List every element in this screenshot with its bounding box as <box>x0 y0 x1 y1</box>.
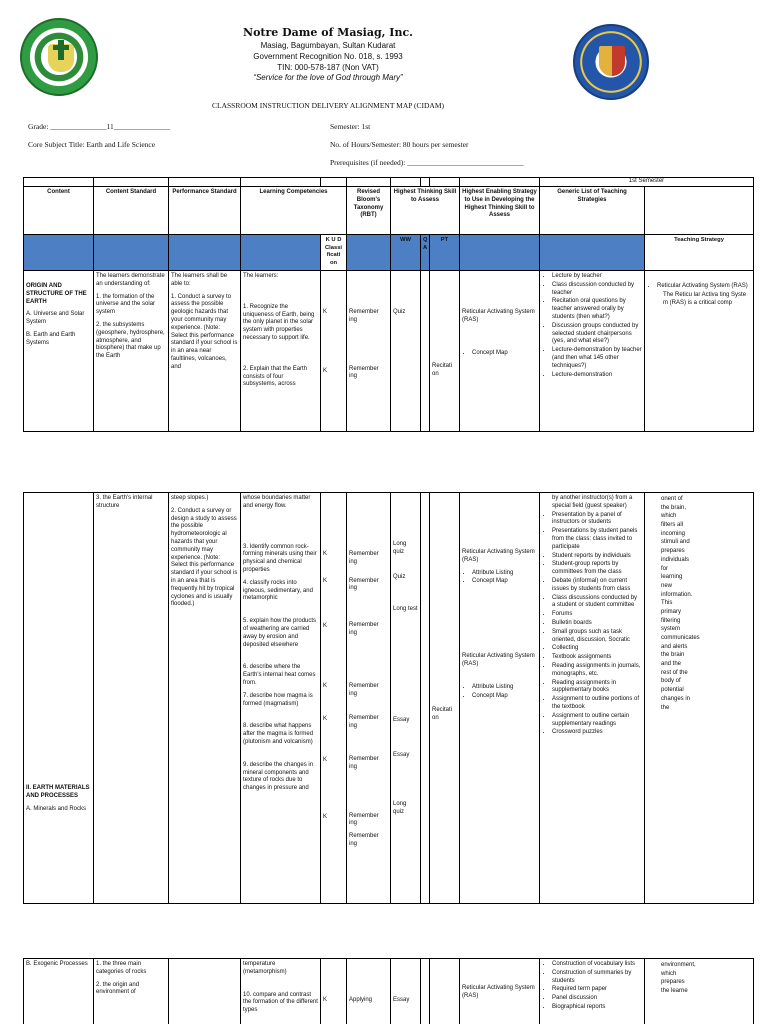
list-item: • Biographical reports <box>552 1004 642 1012</box>
list-item: • Student-group reports by committees from the class <box>552 561 642 577</box>
content-cell: II. EARTH MATERIALS AND PROCESSES A. Minerals and Rocks <box>24 493 94 904</box>
list-item: • Assignment to outline portions of the textbook <box>552 696 642 712</box>
teaching-strategy-cell: onent of the brain, which filters all incoming stimuli and prepares individuals for learning new information. This primary filtering system communicates and alerts the brain and the rest of the body of potential changes in the <box>645 493 754 904</box>
content-standard-cell: 3. the Earth's internal structure <box>94 493 169 904</box>
list-item: • Presentation by a panel of instructors or students <box>552 512 642 528</box>
pt-cell: Recitati on <box>430 271 460 432</box>
list-item: • Lecture-demonstration <box>552 372 642 380</box>
enabling-strategy-cell: Reticular Activating System (RAS) <box>460 959 540 1024</box>
list-item: • Collecting <box>552 645 642 653</box>
list-item: • Construction of summaries by students <box>552 970 642 986</box>
rbt-cell: Remember ing Remember ing Remember ing Remember ing Remember ing Remember ing Remember ing Remember ing <box>347 493 391 904</box>
generic-strategies-cell <box>540 959 645 1024</box>
content-standard-cell: 1. the three main categories of rocks 2. the origin and environment of <box>94 959 169 1024</box>
list-item: • Student reports by individuals <box>552 553 642 561</box>
enabling-strategy-cell: Reticular Activating System (RAS) • Concept Map <box>460 271 540 432</box>
list-item: • Bulletin boards <box>552 620 642 628</box>
learning-competencies-cell: The learners: 1. Recognize the uniqueness of Earth, being the only planet in the solar system with properties necessary to support life. 2. Explain that the Earth consists of four subsystems, across <box>241 271 321 432</box>
list-item: • Lecture by teacher <box>552 273 642 281</box>
kud-cell: K K K K K K K <box>321 493 347 904</box>
teaching-strategy-cell: • Reticular Activating System (RAS) The Reticu lar Activa ting Syste m (RAS) is a critical comp <box>645 271 754 432</box>
school-motto: “Service for the love of God through Mary” <box>253 73 403 82</box>
list-item: • Lecture-demonstration by teacher (and then what 145 other techniques?) <box>552 347 642 370</box>
teaching-strategy-cell: environment, which prepares the learne <box>645 959 754 1024</box>
pt-cell: Recitati on <box>430 493 460 904</box>
tin-number: TIN: 000-578-187 (Non VAT) <box>277 63 379 72</box>
header-rbt: Revised Bloom's Taxonomy (RBT) <box>347 187 391 235</box>
cidam-table-block-1 <box>23 177 754 432</box>
list-item: • Class discussions conducted by a student or student committee <box>552 595 642 611</box>
list-item: • Debate (informal) on current issues by students from class <box>552 578 642 594</box>
header-kud: K U D Classi ficati on <box>321 235 347 271</box>
header-learning-competencies: Learning Competencies <box>241 187 347 235</box>
list-item: • Small groups such as task oriented, discussion, Socratic <box>552 629 642 645</box>
list-item: • Construction of vocabulary lists <box>552 961 642 969</box>
qa-cell <box>421 271 430 432</box>
ww-cell: Essay <box>391 959 421 1024</box>
list-item: • Required term paper <box>552 986 642 994</box>
header-highest-thinking-skill: Highest Thinking Skill to Assess <box>391 187 460 235</box>
list-item: • Class discussion conducted by teacher <box>552 282 642 298</box>
learning-competencies-cell: temperature (metamorphism) 10. compare and contrast the formation of the different types <box>241 959 321 1024</box>
kud-cell: K K <box>321 271 347 432</box>
header-pt: PT <box>430 235 460 271</box>
header-enabling-strategy: Highest Enabling Strategy to Use in Developing the Highest Thinking Skill to Assess <box>460 187 540 235</box>
performance-standard-cell: steep slopes.) 2. Conduct a survey or design a study to assess the possible hydrometeorologic al hazards that your community may experience. (Note: Select this performance standard if your school is in an area that is frequently hit by tropical cyclones and is usually flooded.) <box>169 493 241 904</box>
header-generic-strategies: Generic List of Teaching Strategies <box>540 187 645 235</box>
header-blank <box>645 187 754 235</box>
generic-strategies-cell: by another instructor(s) from a special field (guest speaker) • Presentation by a panel of instructors or students • Presentations by student panels from the class: class invited to participate • Student reports by individuals • Student-group reports by committees from the class • Debate (informal) on current issues by students from class • Class discussions conducted by a student or student committee • Forums • Bulletin boards • Small groups such as task oriented, discussion, Socratic • Collecting • Textbook assignments • Reading assignments in journals, monographs, etc. • Reading assignments in supplementary books • Assignment to outline portions of the textbook • Assignment to outline certain supplementary readings • Crossword puzzles <box>540 493 645 904</box>
header-performance-standard: Performance Standard <box>169 187 241 235</box>
list-item: • Crossword puzzles <box>552 729 642 737</box>
qa-cell <box>421 959 430 1024</box>
subject-field: Core Subject Title: Earth and Life Science <box>28 140 156 149</box>
rbt-cell: Remember ing Remember ing <box>347 271 391 432</box>
pt-cell <box>430 959 460 1024</box>
list-item: • Assignment to outline certain supplementary readings <box>552 713 642 729</box>
cidam-table-block-3 <box>23 958 754 1024</box>
ww-cell: Quiz <box>391 271 421 432</box>
ww-cell: Long quiz Quiz Long test Essay Essay Long quiz <box>391 493 421 904</box>
prerequisites-field: Prerequisites (if needed): _______________________________ <box>330 158 524 167</box>
list-item: • Presentations by student panels from the class: class invited to participate <box>552 528 642 551</box>
generic-strategies-cell <box>540 271 645 432</box>
school-address: Masiag, Bagumbayan, Sultan Kudarat <box>260 41 396 50</box>
list-item: • Panel discussion <box>552 995 642 1003</box>
kud-cell: K <box>321 959 347 1024</box>
list-item: • Forums <box>552 611 642 619</box>
header-content: Content <box>24 187 94 235</box>
enabling-strategy-cell: Reticular Activating System (RAS) • Attribute Listing • Concept Map Reticular Activating System (RAS) • Attribute Listing • Concept Map <box>460 493 540 904</box>
performance-standard-cell: The learners shall be able to: 1. Conduct a survey to assess the possible geologic hazards that your community may experience. (Note: Select this performance standard if your school is in an area near faultlines, volcanoes, and <box>169 271 241 432</box>
list-item: • Reading assignments in journals, monographs, etc. <box>552 663 642 679</box>
rbt-cell: Applying <box>347 959 391 1024</box>
content-cell: B. Exogenic Processes <box>24 959 94 1024</box>
list-item: • Textbook assignments <box>552 654 642 662</box>
learning-competencies-cell: whose boundaries matter and energy flow. 3. Identify common rock-forming minerals using their physical and chemical properties 4. classify rocks into igneous, sedimentary, and metamorphic 5. explain how the products of weathering are carried away by erosion and deposited elsewhere 6. describe where the Earth's internal heat comes from. 7. describe how magma is formed (magmatism) 8. describe what happens after the magma is formed (plutonism and volcanism) 9. describe the changes in mineral components and texture of rocks due to changes in pressure and <box>241 493 321 904</box>
header-qa: Q A <box>421 235 430 271</box>
document-title: CLASSROOM INSTRUCTION DELIVERY ALIGNMENT MAP (CIDAM) <box>211 101 445 110</box>
government-recognition: Government Recognition No. 018, s. 1993 <box>253 52 403 61</box>
qa-cell <box>421 493 430 904</box>
list-item: • Reading assignments in supplementary books <box>552 680 642 696</box>
performance-standard-cell <box>169 959 241 1024</box>
content-standard-cell: The learners demonstrate an understanding of: 1. the formation of the universe and the solar system 2. the subsystems (geosphere, hydrosphere, atmosphere, and biosphere) that make up the Earth <box>94 271 169 432</box>
school-name: Notre Dame of Masiag, Inc. <box>243 26 413 39</box>
grade-field: Grade: _______________11_______________ <box>28 122 171 131</box>
header-content-standard: Content Standard <box>94 187 169 235</box>
semester-field: Semester: 1st <box>330 122 371 131</box>
header-teaching-strategy: Teaching Strategy <box>645 235 754 271</box>
list-item: • Recitation oral questions by teacher answered orally by students (then what?) <box>552 298 642 321</box>
hours-field: No. of Hours/Semester: 80 hours per semester <box>330 140 469 149</box>
cidam-table-block-2 <box>23 492 754 904</box>
header-ww: WW <box>391 235 421 271</box>
list-item: • Discussion groups conducted by selected student chairpersons (yes, and what else?) <box>552 323 642 346</box>
semester-header: 1st Semester <box>540 178 754 187</box>
content-cell: ORIGIN AND STRUCTURE OF THE EARTH A. Universe and Solar System B. Earth and Earth Systems <box>24 271 94 432</box>
